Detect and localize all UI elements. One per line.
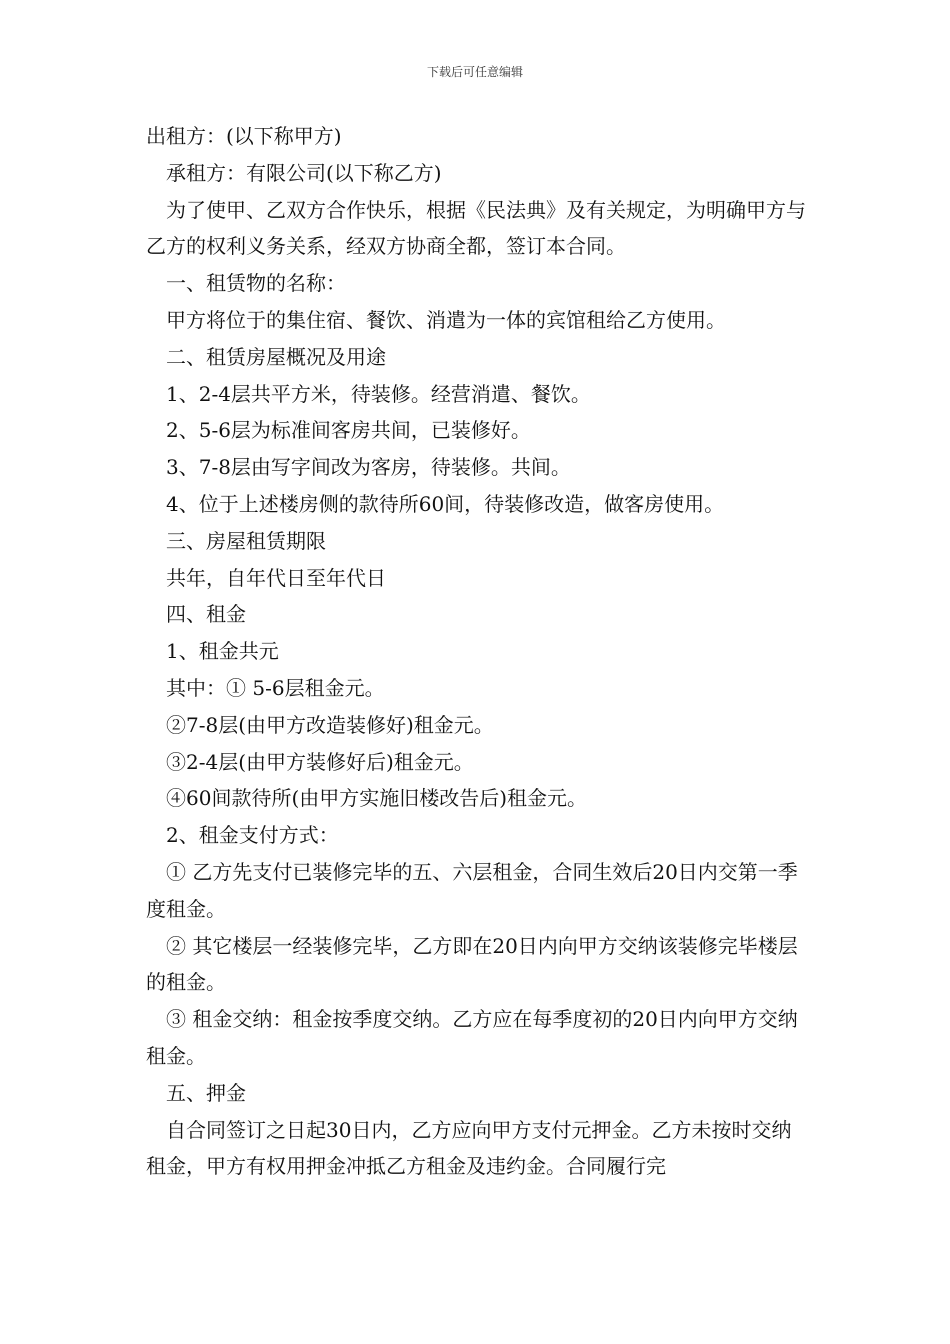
- paragraph-item: 甲方将位于的集住宿、餐饮、消遣为一体的宾馆租给乙方使用。: [166, 307, 726, 332]
- paragraph-item: 共年，自年代日至年代日: [166, 565, 386, 590]
- paragraph-preamble: 为了使甲、乙双方合作快乐，根据《民法典》及有关规定，为明确甲方与乙方的权利义务关系，经双方协商全都，签订本合同。: [146, 197, 806, 259]
- paragraph-item: 1、租金共元: [166, 639, 279, 664]
- section-heading-3: 三、房屋租赁期限: [166, 528, 326, 553]
- paragraph-item: ③2-4层(由甲方装修好后)租金元。: [166, 749, 474, 774]
- paragraph-item: 3、7-8层由写字间改为客房，待装修。共间。: [166, 455, 571, 480]
- section-heading-2: 二、租赁房屋概况及用途: [166, 344, 386, 369]
- paragraph-lessor: 出租方：(以下称甲方): [146, 124, 342, 148]
- paragraph-item: ②7-8层(由甲方改造装修好)租金元。: [166, 712, 494, 737]
- page-header: 下载后可任意编辑: [426, 65, 523, 79]
- section-heading-1: 一、租赁物的名称：: [166, 271, 346, 296]
- paragraph-lessee: 承租方：有限公司(以下称乙方): [166, 160, 442, 185]
- document-body: [146, 118, 810, 1185]
- paragraph-item: 其中：① 5-6层租金元。: [166, 675, 385, 700]
- paragraph-item: 自合同签订之日起30日内，乙方应向甲方支付元押金。乙方未按时交纳租金，甲方有权用押金冲抵乙方租金及违约金。合同履行完: [146, 1117, 792, 1179]
- paragraph-item: 1、2-4层共平方米，待装修。经营消遣、餐饮。: [166, 381, 591, 406]
- paragraph-item: ④60间款待所(由甲方实施旧楼改告后)租金元。: [166, 786, 588, 811]
- paragraph-item: ② 其它楼层一经装修完毕，乙方即在20日内向甲方交纳该装修完毕楼层的租金。: [146, 933, 798, 995]
- paragraph-item: ③ 租金交纳：租金按季度交纳。乙方应在每季度初的20日内向甲方交纳租金。: [146, 1007, 798, 1068]
- paragraph-item: 2、5-6层为标准间客房共间，已装修好。: [166, 418, 531, 443]
- section-heading-4: 四、租金: [166, 602, 246, 627]
- paragraph-item: 2、租金支付方式：: [166, 823, 339, 848]
- section-heading-5: 五、押金: [166, 1080, 246, 1105]
- paragraph-item: ① 乙方先支付已装修完毕的五、六层租金，合同生效后20日内交第一季度租金。: [146, 859, 798, 921]
- paragraph-item: 4、位于上述楼房侧的款待所60间，待装修改造，做客房使用。: [166, 491, 725, 516]
